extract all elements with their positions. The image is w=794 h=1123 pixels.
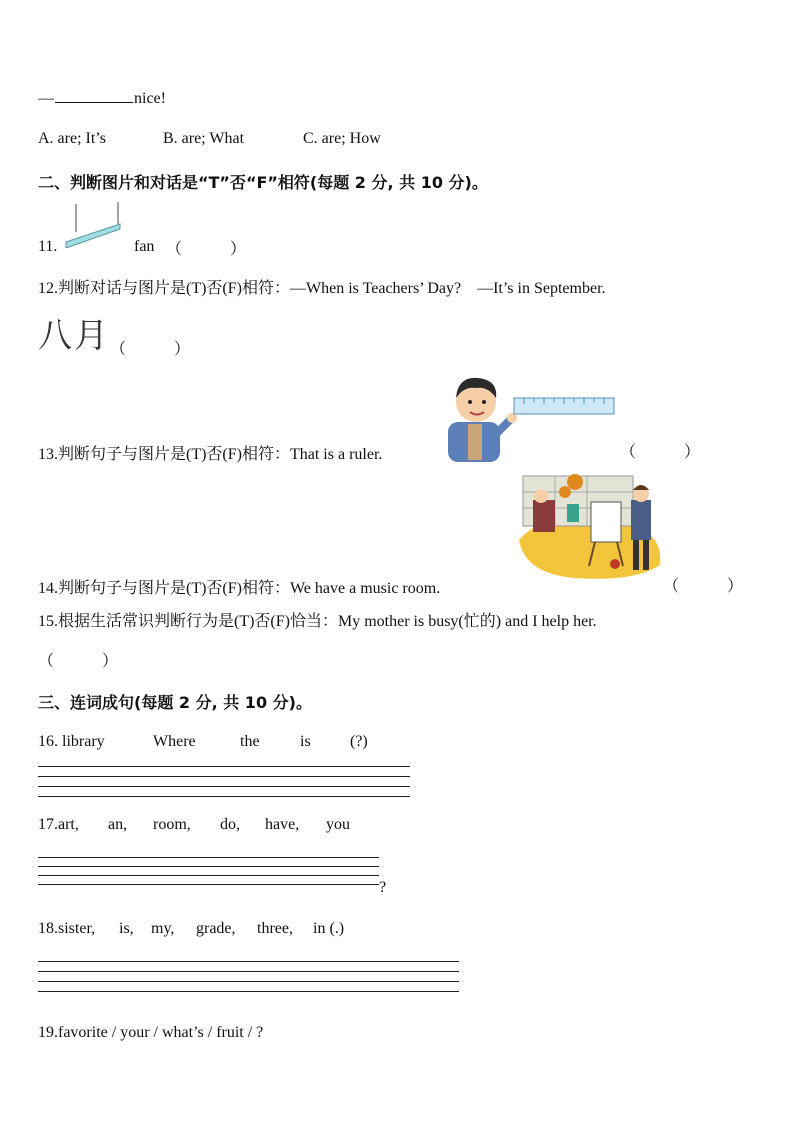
q17-word: 17.art,	[38, 816, 79, 833]
q18-word: grade,	[196, 920, 236, 937]
fluorescent-lamp-icon	[62, 202, 122, 248]
q18-word: is,	[119, 920, 134, 937]
q18-word: 18.sister,	[38, 920, 96, 937]
answer-blank[interactable]	[55, 88, 133, 103]
q17-writing-lines[interactable]	[38, 857, 379, 894]
q17-word: have,	[265, 816, 300, 833]
q17-question-mark: ?	[379, 879, 387, 896]
section2-heading: 二、判断图片和对话是“T”否“F”相符(每题 2 分, 共 10 分)。	[38, 173, 488, 192]
option-a: A. are; It’s	[38, 130, 106, 147]
q18-writing-lines[interactable]	[38, 961, 459, 1001]
q11-word: fan	[134, 238, 155, 255]
q11-answer-paren[interactable]: （ ）	[166, 241, 247, 258]
q11-number: 11.	[38, 238, 58, 255]
q17-word: do,	[220, 816, 240, 833]
q12-text: 12.判断对话与图片是(T)否(F)相符：—When is Teachers’ Day? —It’s in September.	[38, 280, 606, 297]
q14-answer-paren[interactable]: （ ）	[663, 578, 744, 595]
q18-word: my,	[151, 920, 175, 937]
q15-answer-paren[interactable]: （ ）	[38, 653, 119, 670]
august-calligraphy-image: 八月	[38, 316, 110, 356]
prev-question-line	[38, 88, 166, 108]
q16-word: (?)	[350, 733, 368, 750]
q16-word: is	[300, 733, 311, 750]
q12-answer-paren[interactable]: （ ）	[110, 341, 191, 358]
q14-text: 14.判断句子与图片是(T)否(F)相符：We have a music room.	[38, 580, 441, 597]
q17-word: you	[326, 816, 350, 833]
option-b: B. are; What	[163, 130, 245, 147]
q13-text: 13.判断句子与图片是(T)否(F)相符：That is a ruler.	[38, 446, 383, 463]
dash: —	[38, 90, 54, 107]
prev-tail: nice!	[134, 90, 166, 107]
q15-text: 15.根据生活常识判断行为是(T)否(F)恰当：My mother is busy(忙的) and I help her.	[38, 613, 597, 630]
q18-word: three,	[257, 920, 293, 937]
q18-word: in (.)	[313, 920, 345, 937]
section3-heading: 三、连词成句(每题 2 分, 共 10 分)。	[38, 693, 312, 712]
option-c: C. are; How	[303, 130, 381, 147]
boy-with-ruler-image	[444, 372, 619, 462]
art-room-image	[515, 470, 665, 582]
q19-text: 19.favorite / your / what’s / fruit / ?	[38, 1024, 264, 1041]
q16-word: 16. library	[38, 733, 105, 750]
q16-word: the	[240, 733, 260, 750]
q17-word: room,	[153, 816, 191, 833]
q13-answer-paren[interactable]: （ ）	[620, 444, 701, 461]
q17-word: an,	[108, 816, 128, 833]
q16-word: Where	[153, 733, 196, 750]
q16-writing-lines[interactable]	[38, 766, 410, 806]
